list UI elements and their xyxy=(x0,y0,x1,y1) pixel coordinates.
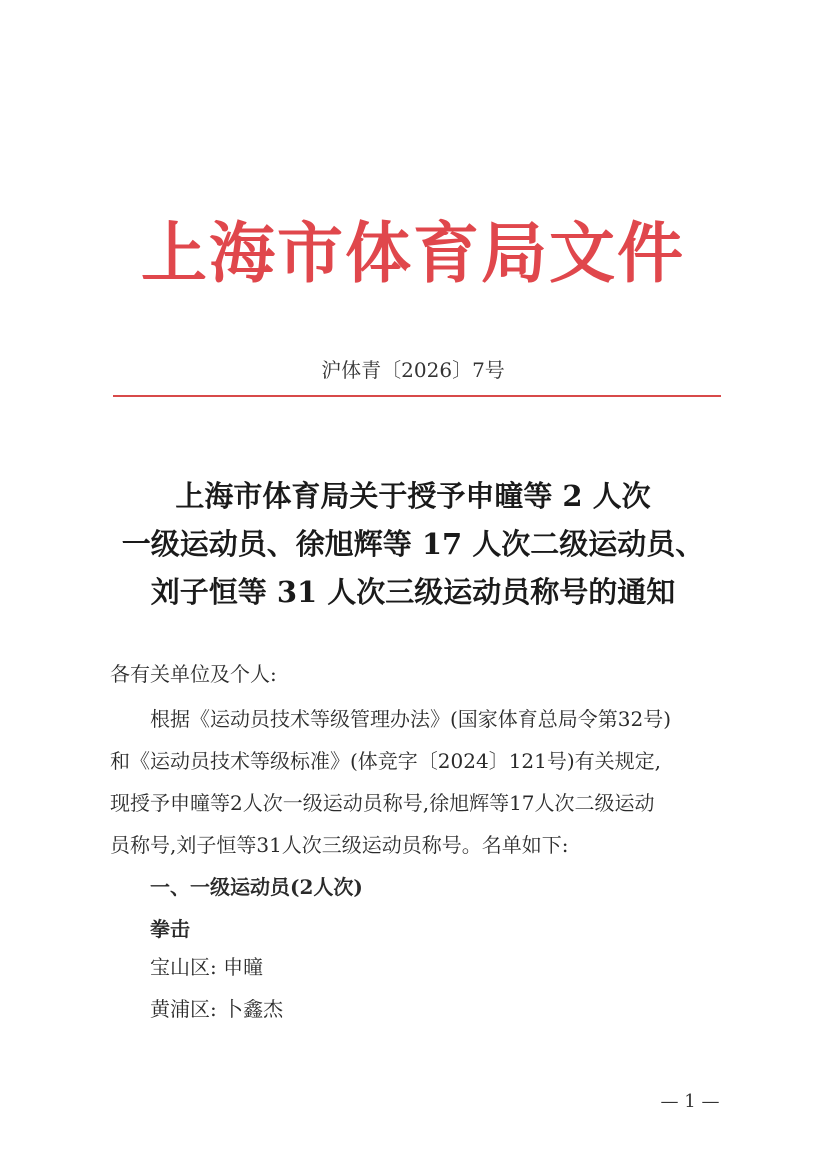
red-separator-line xyxy=(113,395,721,397)
title-line-1: 上海市体育局关于授予申曈等 2 人次 xyxy=(175,479,651,513)
athlete-entry: 宝山区: 申曈 xyxy=(150,955,264,979)
document-number: 沪体青〔2026〕7号 xyxy=(321,358,505,382)
salutation: 各有关单位及个人: xyxy=(110,662,277,686)
document-title xyxy=(60,472,766,616)
title-line-2: 一级运动员、徐旭辉等 17 人次二级运动员、 xyxy=(121,527,705,561)
athlete-entry: 黄浦区: 卜鑫杰 xyxy=(150,997,284,1021)
section-heading: 一、一级运动员(2人次) xyxy=(150,875,363,899)
issuing-organization-header: 上海市体育局文件 xyxy=(141,214,685,292)
sport-category: 拳击 xyxy=(150,917,190,941)
paragraph-line-3: 现授予申曈等2人次一级运动员称号,徐旭辉等17人次二级运动 xyxy=(110,791,655,815)
paragraph-line-2: 和《运动员技术等级标准》(体竞字〔2024〕121号)有关规定, xyxy=(110,749,662,773)
paragraph-line-1: 根据《运动员技术等级管理办法》(国家体育总局令第32号) xyxy=(150,707,672,731)
paragraph-line-4: 员称号,刘子恒等31人次三级运动员称号。名单如下: xyxy=(110,833,569,857)
page-number: — 1 — xyxy=(660,1091,720,1112)
title-line-3: 刘子恒等 31 人次三级运动员称号的通知 xyxy=(150,575,676,609)
